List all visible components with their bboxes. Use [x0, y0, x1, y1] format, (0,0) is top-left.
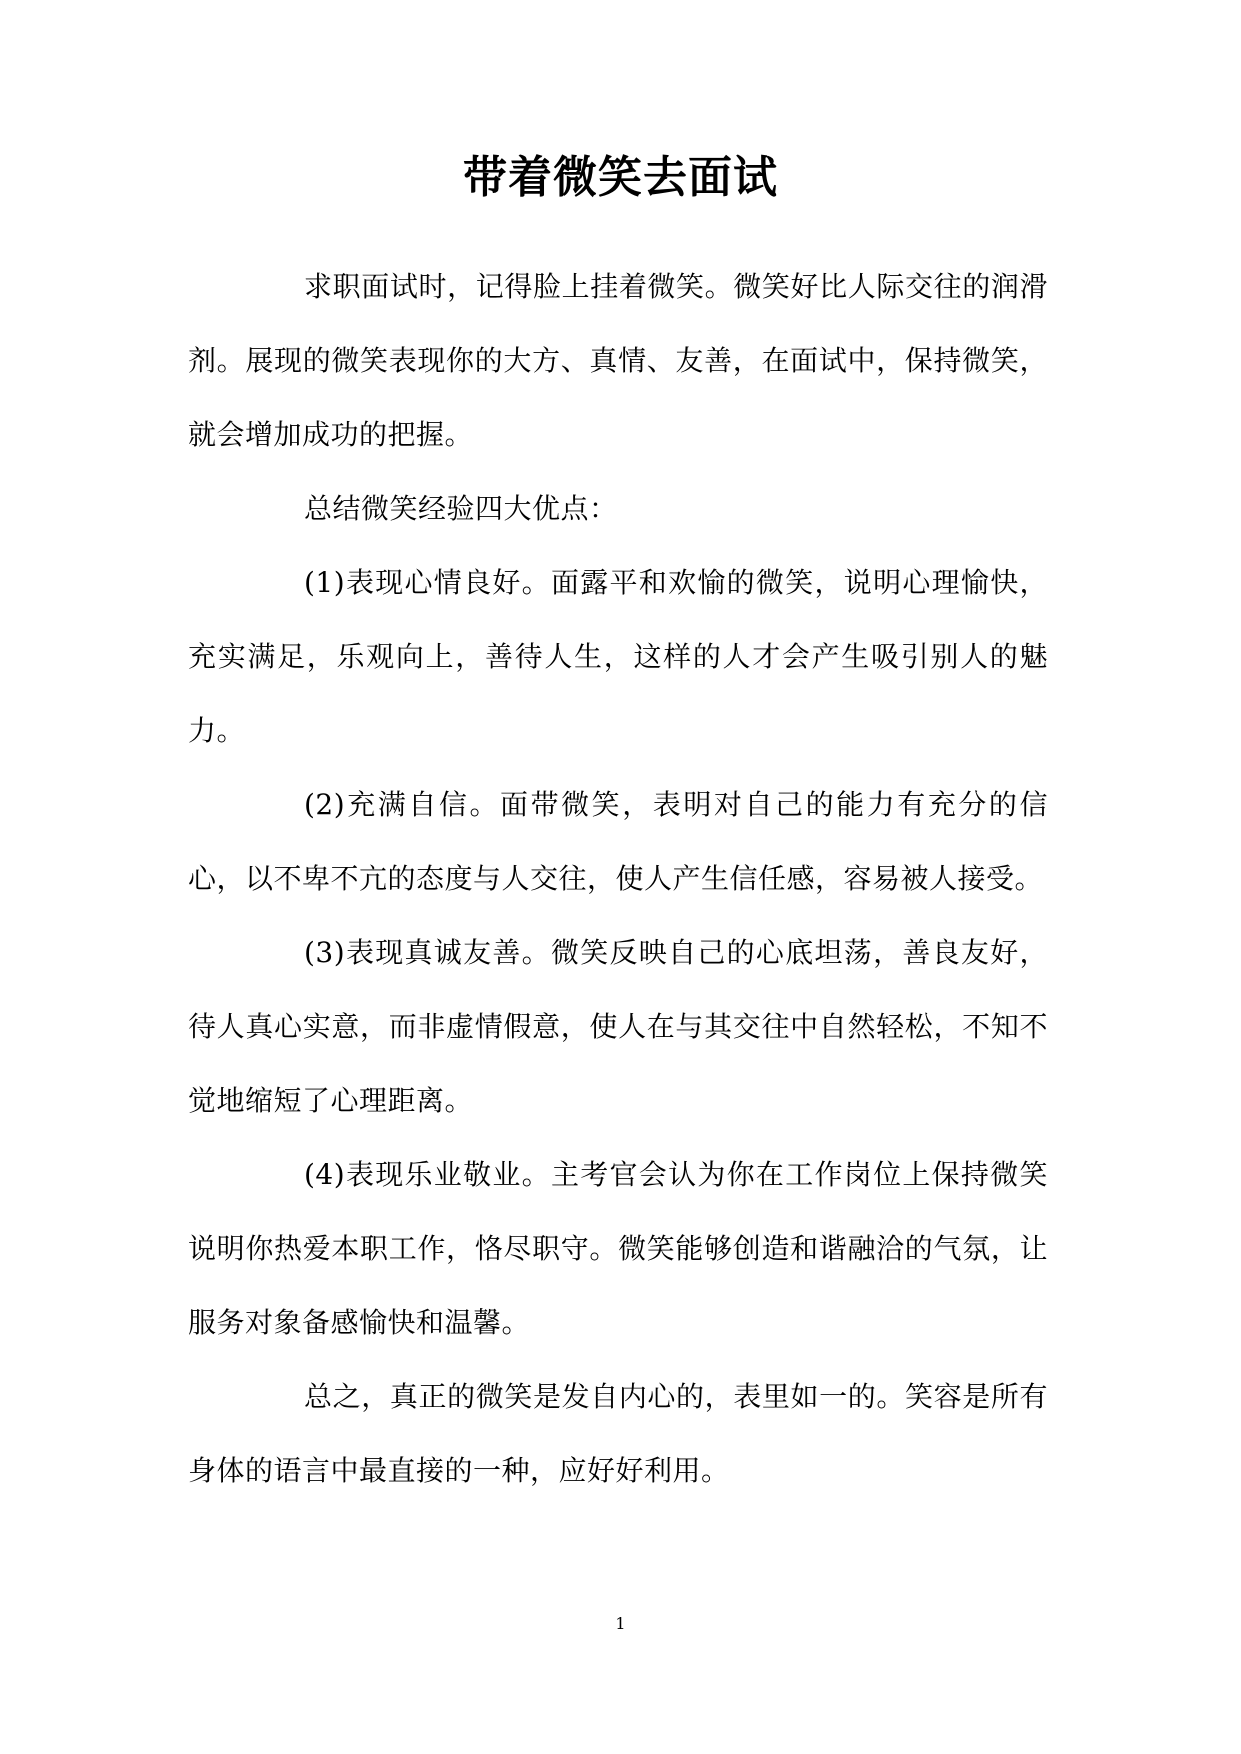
document-title: 带着微笑去面试 [463, 152, 778, 203]
paragraph-point-4: (4)表现乐业敬业。主考官会认为你在工作岗位上保持微笑说明你热爱本职工作，恪尽职守。微笑能够创造和谐融洽的气氛，让服务对象备感愉快和温馨。 [188, 1158, 1048, 1339]
paragraph-conclusion: 总之，真正的微笑是发自内心的，表里如一的。笑容是所有身体的语言中最直接的一种，应好好利用。 [188, 1380, 1048, 1487]
document-body [188, 250, 1048, 1508]
paragraph-point-1: (1)表现心情良好。面露平和欢愉的微笑，说明心理愉快，充实满足，乐观向上，善待人生，这样的人才会产生吸引别人的魅力。 [188, 566, 1048, 747]
paragraph-point-2: (2)充满自信。面带微笑，表明对自己的能力有充分的信心，以不卑不亢的态度与人交往，使人产生信任感，容易被人接受。 [188, 788, 1048, 895]
paragraph-point-3: (3)表现真诚友善。微笑反映自己的心底坦荡，善良友好，待人真心实意，而非虚情假意，使人在与其交往中自然轻松，不知不觉地缩短了心理距离。 [188, 936, 1048, 1117]
paragraph-summary-heading: 总结微笑经验四大优点： [304, 492, 618, 525]
paragraph-intro: 求职面试时，记得脸上挂着微笑。微笑好比人际交往的润滑剂。展现的微笑表现你的大方、真情、友善，在面试中，保持微笑，就会增加成功的把握。 [188, 270, 1048, 451]
page-number: 1 [615, 1614, 626, 1633]
